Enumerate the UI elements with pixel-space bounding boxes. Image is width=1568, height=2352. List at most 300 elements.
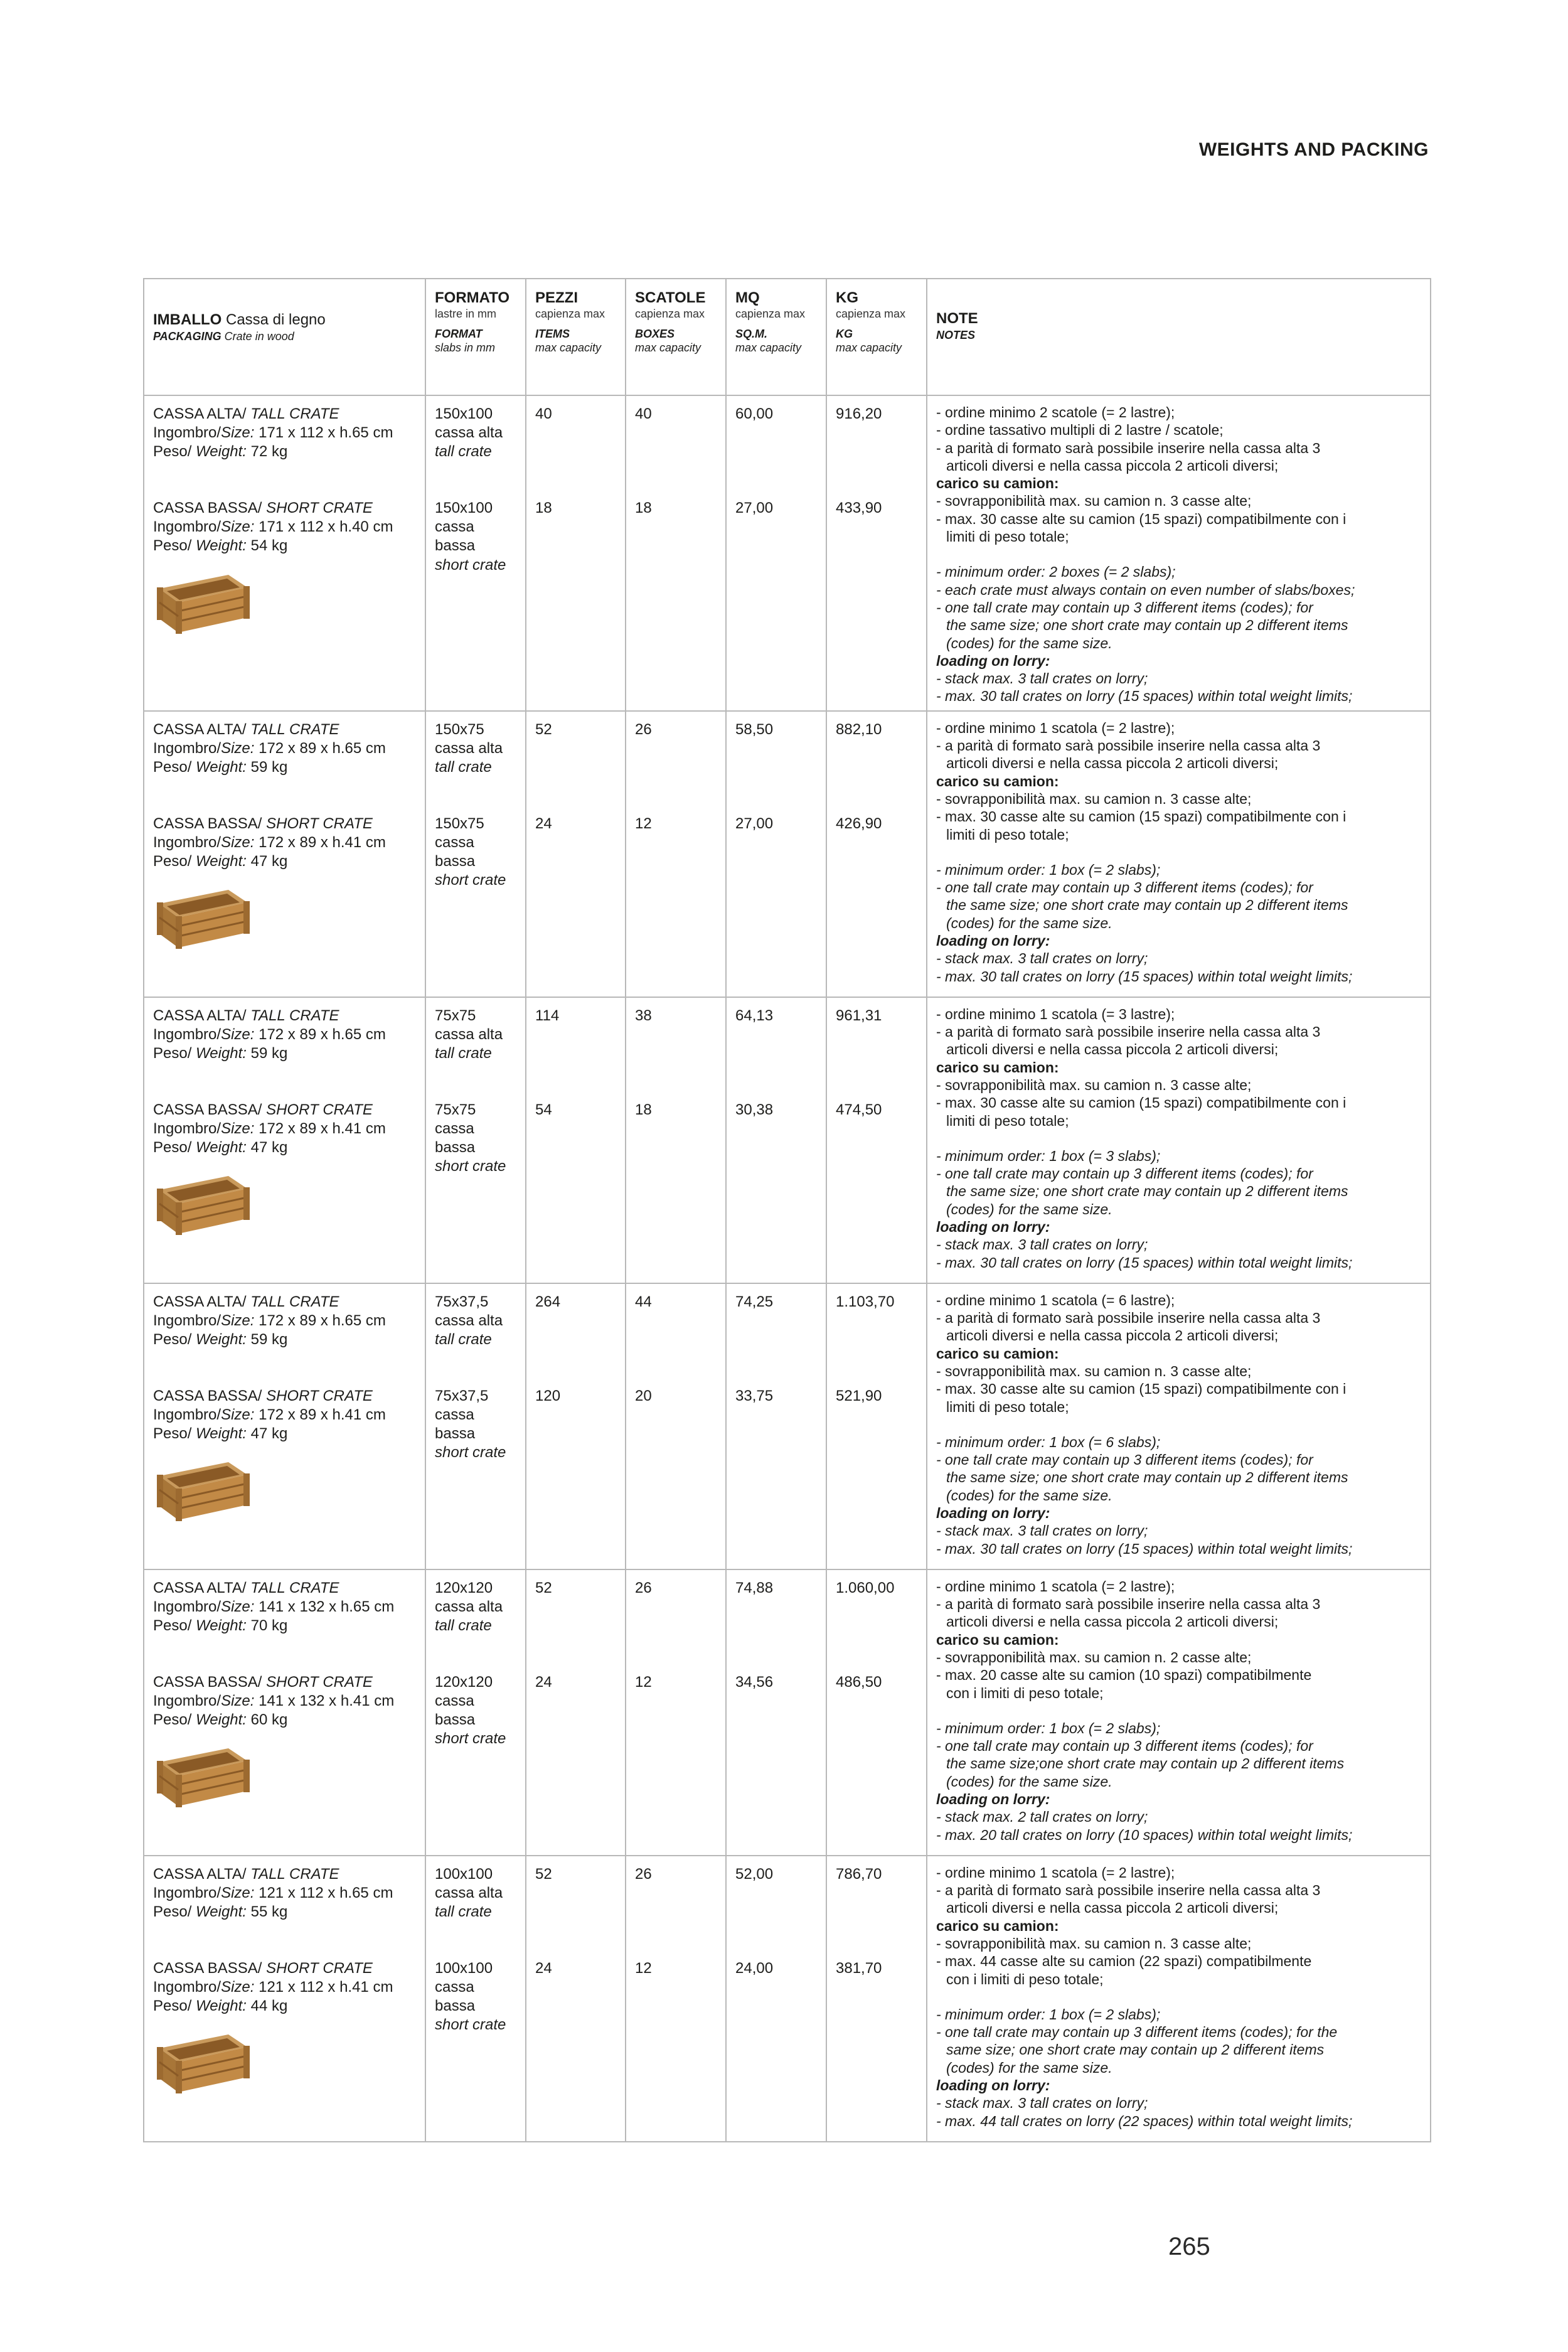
short-crate-title-it: CASSA BASSA/ — [153, 1387, 267, 1404]
tall-crate-weight: 55 kg — [246, 1903, 288, 1921]
short-sqm-value: 27,00 — [735, 815, 774, 832]
packaging-cell — [144, 711, 425, 997]
note-line: (codes) for the same size. — [946, 1487, 1112, 1504]
tall-format-value: 150x100 — [435, 405, 493, 422]
short-crate-size: 121 x 112 x h.41 cm — [254, 1978, 393, 1996]
short-crate-info — [153, 499, 416, 556]
tall-crate-weight: 70 kg — [246, 1617, 288, 1635]
size-label-en: Size: — [221, 424, 255, 442]
notes-gap — [936, 1702, 1421, 1719]
note-line: the same size; one short crate may contain up 2 different items — [946, 897, 1348, 914]
tall-format-type-it: cassa alta — [435, 424, 503, 442]
short-boxes-value: 18 — [635, 1101, 652, 1118]
note-line: the same size; one short crate may contain up 2 different items — [946, 1469, 1348, 1486]
tall-format-type-en: tall crate — [435, 1331, 492, 1349]
note-line: - each crate must always contain on even number of slabs/boxes; — [936, 581, 1355, 598]
weight-label-en: Weight: — [196, 1045, 247, 1062]
weight-label: Peso/ — [153, 1997, 196, 2015]
header-notes — [927, 279, 1431, 395]
notes-gap — [936, 1416, 1421, 1433]
short-crate-title-en: SHORT CRATE — [266, 1387, 373, 1404]
boxes-cell — [626, 1856, 726, 2142]
tall-crate-title-it: CASSA ALTA/ — [153, 1293, 251, 1310]
tall-crate-title-en: TALL CRATE — [250, 1007, 339, 1024]
format-cell — [425, 1569, 526, 1856]
note-line: articoli diversi e nella cassa piccola 2 articoli diversi; — [946, 457, 1279, 474]
size-label: Ingombro/ — [153, 739, 221, 757]
short-crate-weight: 47 kg — [246, 853, 288, 870]
tall-sqm-value: 64,13 — [735, 1007, 774, 1024]
weight-label: Peso/ — [153, 1711, 196, 1729]
boxes-cell — [626, 395, 726, 711]
note-line: - minimum order: 1 box (= 2 slabs); — [936, 861, 1161, 878]
tall-format-value: 75x37,5 — [435, 1293, 489, 1310]
note-line: - one tall crate may contain up 3 different items (codes); for the — [936, 2024, 1338, 2041]
note-line: - a parità di formato sarà possibile inserire nella cassa alta 3 — [936, 1024, 1321, 1040]
tall-crate-title-it: CASSA ALTA/ — [153, 1007, 251, 1024]
note-line: loading on lorry: — [936, 2077, 1050, 2094]
tall-crate-info — [153, 1007, 416, 1101]
short-format-type-en: short crate — [435, 556, 506, 574]
size-label-en: Size: — [221, 1978, 255, 1996]
tall-crate-info — [153, 1865, 416, 1959]
note-line: - ordine minimo 1 scatola (= 2 lastre); — [936, 1578, 1175, 1595]
tall-items-value: 52 — [535, 720, 552, 738]
note-line: - max. 44 casse alte su camion (22 spazi) compatibilmente — [936, 1953, 1312, 1970]
table-row — [144, 395, 1431, 711]
short-format-type-it: cassa bassa — [435, 518, 476, 555]
short-crate-title-en: SHORT CRATE — [266, 1101, 373, 1118]
kg-cell — [826, 997, 927, 1283]
short-crate-weight: 60 kg — [246, 1711, 288, 1729]
short-format-type-it: cassa bassa — [435, 1692, 476, 1729]
weight-label-en: Weight: — [196, 1425, 247, 1443]
tall-format-type-it: cassa alta — [435, 739, 503, 757]
weight-label: Peso/ — [153, 1139, 196, 1157]
note-line: carico su camion: — [936, 1917, 1059, 1934]
table-row — [144, 1856, 1431, 2142]
note-line: articoli diversi e nella cassa piccola 2 articoli diversi; — [946, 755, 1279, 772]
sqm-cell — [726, 1283, 826, 1569]
short-items-value: 18 — [535, 500, 552, 516]
short-crate-weight: 47 kg — [246, 1425, 288, 1443]
tall-format-value: 150x75 — [435, 720, 484, 738]
short-format-type-en: short crate — [435, 1158, 506, 1175]
size-label: Ingombro/ — [153, 1312, 221, 1329]
note-line: loading on lorry: — [936, 1505, 1050, 1522]
tall-boxes-value: 26 — [635, 1579, 652, 1596]
size-label: Ingombro/ — [153, 424, 221, 442]
short-crate-weight: 44 kg — [246, 1997, 288, 2015]
note-line: - stack max. 3 tall crates on lorry; — [936, 950, 1148, 967]
header-imballo-label: IMBALLO — [153, 311, 222, 328]
tall-crate-size: 141 x 132 x h.65 cm — [254, 1598, 395, 1615]
packaging-cell — [144, 395, 425, 711]
packaging-cell — [144, 997, 425, 1283]
items-cell — [526, 1569, 626, 1856]
note-line: (codes) for the same size. — [946, 634, 1112, 651]
short-format-type-it: cassa bassa — [435, 833, 476, 870]
short-format-type-en: short crate — [435, 2016, 506, 2034]
weight-label: Peso/ — [153, 853, 196, 870]
note-line: - one tall crate may contain up 3 different items (codes); for — [936, 1451, 1313, 1468]
short-format-value: 75x75 — [435, 1101, 476, 1118]
tall-crate-info — [153, 1293, 416, 1387]
tall-format-type-en: tall crate — [435, 1903, 492, 1921]
short-crate-title-en: SHORT CRATE — [266, 1959, 373, 1977]
wooden-crate-image — [153, 1457, 253, 1526]
short-items-value: 54 — [535, 1101, 552, 1118]
format-cell — [425, 1283, 526, 1569]
short-format-value: 75x37,5 — [435, 1387, 489, 1404]
kg-cell — [826, 1569, 927, 1856]
tall-boxes-value: 44 — [635, 1293, 652, 1310]
table-row — [144, 1569, 1431, 1856]
note-line: con i limiti di peso totale; — [946, 1684, 1104, 1701]
note-line: - one tall crate may contain up 3 different items (codes); for — [936, 879, 1313, 896]
size-label-en: Size: — [221, 1025, 255, 1043]
note-line: articoli diversi e nella cassa piccola 2 articoli diversi; — [946, 1041, 1279, 1058]
short-crate-title-en: SHORT CRATE — [266, 500, 373, 516]
tall-crate-weight: 59 kg — [246, 1331, 288, 1349]
note-line: - one tall crate may contain up 3 different items (codes); for — [936, 599, 1313, 616]
note-line: - stack max. 3 tall crates on lorry; — [936, 670, 1148, 687]
short-format-type-en: short crate — [435, 1444, 506, 1462]
notes-gap — [936, 843, 1421, 861]
short-crate-weight: 47 kg — [246, 1139, 288, 1157]
tall-crate-weight: 72 kg — [246, 443, 288, 461]
section-title: WEIGHTS AND PACKING — [1198, 139, 1429, 160]
header-sqm-en: SQ.M. — [735, 328, 768, 340]
packaging-cell — [144, 1856, 425, 2142]
note-line: - max. 30 tall crates on lorry (15 spaces) within total weight limits; — [936, 968, 1353, 985]
short-kg-value: 486,50 — [836, 1673, 882, 1691]
short-crate-title-en: SHORT CRATE — [266, 815, 373, 832]
tall-kg-value: 1.103,70 — [836, 1293, 895, 1310]
note-line: - sovrapponibilità max. su camion n. 3 casse alte; — [936, 1076, 1252, 1093]
short-format-type-en: short crate — [435, 1730, 506, 1748]
short-crate-title-it: CASSA BASSA/ — [153, 500, 267, 516]
note-line: - max. 20 casse alte su camion (10 spazi) compatibilmente — [936, 1667, 1312, 1684]
note-line: loading on lorry: — [936, 1791, 1050, 1808]
note-line: the same size; one short crate may contain up 2 different items — [946, 617, 1348, 634]
header-kg-en: KG — [836, 328, 853, 340]
short-kg-value: 474,50 — [836, 1101, 882, 1118]
header-note-label: NOTE — [936, 310, 978, 327]
notes-cell — [927, 395, 1431, 711]
size-label: Ingombro/ — [153, 1406, 221, 1423]
items-cell — [526, 997, 626, 1283]
short-boxes-value: 20 — [635, 1387, 652, 1404]
size-label-en: Size: — [221, 1120, 255, 1137]
size-label: Ingombro/ — [153, 1978, 221, 1996]
note-line: - max. 30 tall crates on lorry (15 spaces) within total weight limits; — [936, 688, 1353, 705]
header-packaging-label: PACKAGING — [153, 330, 221, 343]
note-line: limiti di peso totale; — [946, 1112, 1069, 1129]
note-line: - stack max. 3 tall crates on lorry; — [936, 1522, 1148, 1539]
tall-crate-info — [153, 1579, 416, 1673]
tall-items-value: 52 — [535, 1865, 552, 1883]
weight-label-en: Weight: — [196, 1997, 247, 2015]
header-items — [526, 279, 626, 395]
note-line: (codes) for the same size. — [946, 2059, 1112, 2076]
weight-label-en: Weight: — [196, 1617, 247, 1635]
weight-label: Peso/ — [153, 1425, 196, 1443]
tall-format-value: 120x120 — [435, 1579, 493, 1596]
note-line: - sovrapponibilità max. su camion n. 3 casse alte; — [936, 493, 1252, 510]
size-label-en: Size: — [221, 518, 255, 536]
tall-crate-weight: 59 kg — [246, 1045, 288, 1062]
header-format — [425, 279, 526, 395]
tall-boxes-value: 40 — [635, 405, 652, 422]
sqm-cell — [726, 1569, 826, 1856]
sqm-cell — [726, 711, 826, 997]
table-row — [144, 997, 1431, 1283]
format-cell — [425, 395, 526, 711]
weight-label: Peso/ — [153, 759, 196, 776]
short-format-value: 100x100 — [435, 1959, 493, 1977]
tall-crate-size: 172 x 89 x h.65 cm — [254, 1312, 386, 1329]
size-label-en: Size: — [221, 1884, 255, 1901]
tall-format-type-en: tall crate — [435, 759, 492, 776]
short-sqm-value: 27,00 — [735, 500, 774, 516]
table-header-row — [144, 279, 1431, 395]
items-cell — [526, 395, 626, 711]
tall-kg-value: 916,20 — [836, 405, 882, 422]
header-mq-label: MQ — [735, 289, 760, 306]
notes-cell — [927, 1283, 1431, 1569]
tall-crate-title-en: TALL CRATE — [250, 405, 339, 422]
header-pezzi-label: PEZZI — [535, 289, 579, 306]
header-boxes — [626, 279, 726, 395]
tall-items-value: 52 — [535, 1579, 552, 1596]
notes-gap — [936, 1130, 1421, 1147]
note-line: - ordine minimo 1 scatola (= 2 lastre); — [936, 719, 1175, 736]
note-line: - minimum order: 2 boxes (= 2 slabs); — [936, 564, 1176, 580]
short-format-value: 150x75 — [435, 815, 484, 832]
note-line: - ordine tassativo multipli di 2 lastre / scatole; — [936, 422, 1224, 439]
short-crate-size: 171 x 112 x h.40 cm — [254, 518, 393, 536]
note-line: - sovrapponibilità max. su camion n. 2 casse alte; — [936, 1649, 1252, 1665]
weight-label-en: Weight: — [196, 759, 247, 776]
tall-kg-value: 786,70 — [836, 1865, 882, 1883]
tall-sqm-value: 74,25 — [735, 1293, 774, 1310]
tall-crate-size: 121 x 112 x h.65 cm — [254, 1884, 393, 1901]
header-packaging — [144, 279, 425, 395]
table-row — [144, 711, 1431, 997]
note-line: - one tall crate may contain up 3 different items (codes); for — [936, 1738, 1313, 1755]
wooden-crate-image — [153, 1171, 253, 1240]
note-line: - max. 20 tall crates on lorry (10 spaces) within total weight limits; — [936, 1826, 1353, 1843]
tall-format-type-it: cassa alta — [435, 1025, 503, 1043]
header-format-en: FORMAT — [435, 328, 483, 340]
packaging-cell — [144, 1283, 425, 1569]
note-line: - max. 30 casse alte su camion (15 spazi) compatibilmente con i — [936, 1381, 1347, 1398]
note-line: - ordine minimo 1 scatola (= 2 lastre); — [936, 1864, 1175, 1881]
weight-label: Peso/ — [153, 1617, 196, 1635]
note-line: - a parità di formato sarà possibile inserire nella cassa alta 3 — [936, 439, 1321, 456]
tall-crate-title-it: CASSA ALTA/ — [153, 1865, 251, 1883]
boxes-cell — [626, 997, 726, 1283]
tall-crate-title-en: TALL CRATE — [250, 1865, 339, 1883]
note-line: - sovrapponibilità max. su camion n. 3 casse alte; — [936, 790, 1252, 807]
weight-label-en: Weight: — [196, 853, 247, 870]
tall-sqm-value: 58,50 — [735, 720, 774, 738]
note-line: - minimum order: 1 box (= 6 slabs); — [936, 1433, 1161, 1450]
note-line: - max. 44 tall crates on lorry (22 spaces) within total weight limits; — [936, 2112, 1353, 2129]
tall-sqm-value: 60,00 — [735, 405, 774, 422]
note-line: - max. 30 casse alte su camion (15 spazi) compatibilmente con i — [936, 808, 1347, 825]
tall-items-value: 114 — [535, 1007, 560, 1024]
notes-cell — [927, 711, 1431, 997]
short-boxes-value: 12 — [635, 1673, 652, 1691]
short-sqm-value: 30,38 — [735, 1101, 774, 1118]
note-line: - minimum order: 1 box (= 3 slabs); — [936, 1147, 1161, 1164]
size-label-en: Size: — [221, 1692, 255, 1709]
weight-label-en: Weight: — [196, 1711, 247, 1729]
tall-crate-title-it: CASSA ALTA/ — [153, 405, 251, 422]
note-line: limiti di peso totale; — [946, 1398, 1069, 1415]
weight-label-en: Weight: — [196, 443, 247, 461]
tall-crate-size: 172 x 89 x h.65 cm — [254, 1025, 386, 1043]
short-items-value: 24 — [535, 1959, 552, 1977]
notes-cell — [927, 997, 1431, 1283]
note-line: the same size;one short crate may contain up 2 different items — [946, 1755, 1345, 1772]
tall-sqm-value: 52,00 — [735, 1865, 774, 1883]
note-line: loading on lorry: — [936, 933, 1050, 949]
size-label: Ingombro/ — [153, 1692, 221, 1709]
short-crate-weight: 54 kg — [246, 537, 288, 555]
items-cell — [526, 1283, 626, 1569]
boxes-cell — [626, 1283, 726, 1569]
page-number: 265 — [1168, 2233, 1210, 2260]
note-line: - ordine minimo 2 scatole (= 2 lastre); — [936, 404, 1175, 420]
short-sqm-value: 34,56 — [735, 1673, 774, 1691]
header-items-en-sub: max capacity — [535, 341, 602, 354]
header-formato-sub: lastre in mm — [435, 307, 497, 320]
note-line: articoli diversi e nella cassa piccola 2 articoli diversi; — [946, 1900, 1279, 1916]
tall-crate-title-en: TALL CRATE — [250, 1293, 339, 1310]
size-label-en: Size: — [221, 833, 255, 851]
note-line: - ordine minimo 1 scatola (= 6 lastre); — [936, 1291, 1175, 1308]
tall-crate-info — [153, 405, 416, 499]
note-line: articoli diversi e nella cassa piccola 2 articoli diversi; — [946, 1613, 1279, 1630]
short-crate-info — [153, 815, 416, 872]
items-cell — [526, 711, 626, 997]
kg-cell — [826, 711, 927, 997]
note-line: - a parità di formato sarà possibile inserire nella cassa alta 3 — [936, 737, 1321, 754]
short-items-value: 24 — [535, 1673, 552, 1691]
header-pezzi-sub: capienza max — [535, 307, 605, 320]
notes-gap — [936, 1988, 1421, 2006]
tall-format-type-en: tall crate — [435, 1617, 492, 1635]
format-cell — [425, 997, 526, 1283]
note-line: - max. 30 casse alte su camion (15 spazi) compatibilmente con i — [936, 510, 1347, 527]
tall-crate-info — [153, 720, 416, 815]
weight-label: Peso/ — [153, 1903, 196, 1921]
short-crate-size: 172 x 89 x h.41 cm — [254, 1120, 386, 1137]
note-line: - max. 30 casse alte su camion (15 spazi) compatibilmente con i — [936, 1094, 1347, 1111]
short-sqm-value: 33,75 — [735, 1387, 774, 1404]
tall-crate-title-it: CASSA ALTA/ — [153, 720, 251, 738]
header-scatole-label: SCATOLE — [635, 289, 706, 306]
note-line: limiti di peso totale; — [946, 826, 1069, 843]
note-line: loading on lorry: — [936, 1219, 1050, 1236]
note-line: articoli diversi e nella cassa piccola 2 articoli diversi; — [946, 1327, 1279, 1344]
weight-label-en: Weight: — [196, 537, 247, 555]
notes-gap — [936, 545, 1421, 563]
header-boxes-en: BOXES — [635, 328, 675, 340]
format-cell — [425, 711, 526, 997]
tall-items-value: 40 — [535, 405, 552, 422]
short-boxes-value: 12 — [635, 1959, 652, 1977]
size-label-en: Size: — [221, 1406, 255, 1423]
size-label: Ingombro/ — [153, 1120, 221, 1137]
header-kg-label: KG — [836, 289, 858, 306]
note-line: - a parità di formato sarà possibile inserire nella cassa alta 3 — [936, 1596, 1321, 1613]
tall-format-type-it: cassa alta — [435, 1312, 503, 1329]
header-items-en: ITEMS — [535, 328, 570, 340]
tall-crate-size: 172 x 89 x h.65 cm — [254, 739, 386, 757]
short-format-value: 120x120 — [435, 1673, 493, 1691]
tall-crate-title-en: TALL CRATE — [250, 720, 339, 738]
weight-label: Peso/ — [153, 537, 196, 555]
header-boxes-en-sub: max capacity — [635, 341, 701, 354]
kg-cell — [826, 1856, 927, 2142]
note-line: the same size; one short crate may contain up 2 different items — [946, 1183, 1348, 1200]
packaging-cell — [144, 1569, 425, 1856]
boxes-cell — [626, 1569, 726, 1856]
kg-cell — [826, 395, 927, 711]
header-kg — [826, 279, 927, 395]
tall-boxes-value: 26 — [635, 720, 652, 738]
short-kg-value: 381,70 — [836, 1959, 882, 1977]
size-label: Ingombro/ — [153, 1598, 221, 1615]
header-imballo-rest: Cassa di legno — [221, 311, 326, 328]
size-label: Ingombro/ — [153, 518, 221, 536]
tall-kg-value: 1.060,00 — [836, 1579, 895, 1596]
header-kg-en-sub: max capacity — [836, 341, 902, 354]
weight-label-en: Weight: — [196, 1331, 247, 1349]
short-format-type-it: cassa bassa — [435, 1120, 476, 1157]
note-line: carico su camion: — [936, 1631, 1059, 1648]
header-notes-en: NOTES — [936, 329, 976, 341]
wooden-crate-image — [153, 2029, 253, 2098]
items-cell — [526, 1856, 626, 2142]
short-crate-info — [153, 1101, 416, 1158]
short-format-type-en: short crate — [435, 872, 506, 889]
sqm-cell — [726, 395, 826, 711]
short-format-type-it: cassa bassa — [435, 1978, 476, 2015]
weight-label: Peso/ — [153, 1045, 196, 1062]
wooden-crate-image — [153, 1743, 253, 1812]
short-format-value: 150x100 — [435, 500, 493, 516]
tall-boxes-value: 38 — [635, 1007, 652, 1024]
size-label: Ingombro/ — [153, 833, 221, 851]
note-line: carico su camion: — [936, 475, 1059, 492]
short-crate-size: 172 x 89 x h.41 cm — [254, 833, 386, 851]
note-line: - sovrapponibilità max. su camion n. 3 casse alte; — [936, 1362, 1252, 1379]
weight-label: Peso/ — [153, 443, 196, 461]
weight-label-en: Weight: — [196, 1139, 247, 1157]
tall-format-type-it: cassa alta — [435, 1884, 503, 1901]
short-boxes-value: 18 — [635, 500, 652, 516]
tall-format-type-en: tall crate — [435, 443, 492, 461]
short-kg-value: 426,90 — [836, 815, 882, 832]
tall-format-value: 75x75 — [435, 1007, 476, 1024]
note-line: same size; one short crate may contain up 2 different items — [946, 2041, 1325, 2058]
note-line: - max. 30 tall crates on lorry (15 spaces) within total weight limits; — [936, 1254, 1353, 1271]
